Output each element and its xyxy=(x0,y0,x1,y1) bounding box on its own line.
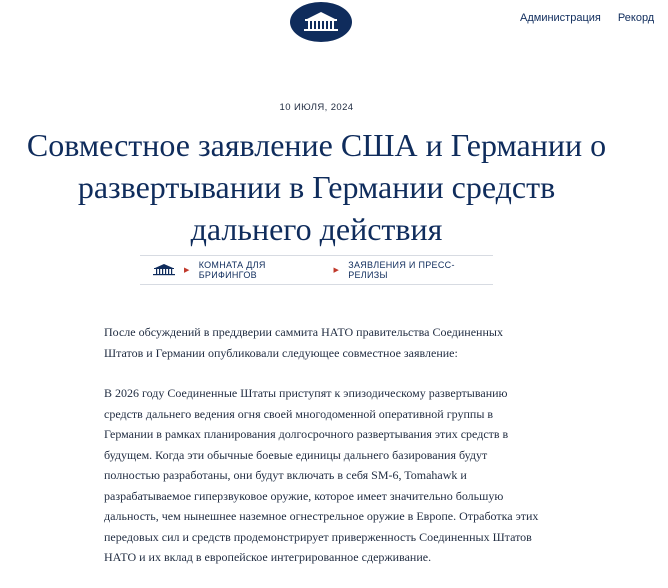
white-house-logo[interactable] xyxy=(290,2,352,42)
paragraph: В 2026 году Соединенные Штаты приступят к эпизодическому развертыванию средств дальнего ведения огня своей многодоменной оперативной группы в Германии в рамках планирования долгосрочного развертывания этих средств в будущем. Когда эти обычные боевые единицы дальнего базирования будут полностью разработаны, они будут включать в себя SM-6, Tomahawk и разрабатываемое гиперзвуковое оружие, которое имеет значительно большую дальность, чем нынешнее наземное огнестрельное оружие в Европе. Отработка этих передовых сил и средств продемонстрирует приверженность Соединенных Штатов НАТО и их вклад в европейское интегрированное сдерживание. xyxy=(104,386,539,564)
top-nav xyxy=(520,12,668,24)
nav-link-administration[interactable]: Администрация xyxy=(520,12,601,24)
paragraph: После обсуждений в преддверии саммита НАТО правительства Соединенных Штатов и Германии опубликовали следующее совместное заявление: xyxy=(104,325,503,360)
white-house-small-icon xyxy=(152,264,176,276)
breadcrumb xyxy=(140,255,493,285)
page-title: Совместное заявление США и Германии о развертывании в Германии средств дальнего действия xyxy=(26,127,607,247)
breadcrumb-home-icon[interactable] xyxy=(152,263,176,277)
publish-date: 10 ИЮЛЯ, 2024 xyxy=(279,102,354,113)
breadcrumb-statements-releases[interactable]: ЗАЯВЛЕНИЯ И ПРЕСС-РЕЛИЗЫ xyxy=(348,260,455,280)
nav-link-records[interactable]: Рекорд xyxy=(617,12,655,24)
chevron-right-icon: ▶ xyxy=(184,267,190,274)
white-house-icon xyxy=(301,10,341,34)
article-body xyxy=(104,322,539,588)
breadcrumb-briefing-room[interactable]: КОМНАТА ДЛЯ БРИФИНГОВ xyxy=(198,260,266,280)
chevron-right-icon: ▶ xyxy=(333,267,340,274)
